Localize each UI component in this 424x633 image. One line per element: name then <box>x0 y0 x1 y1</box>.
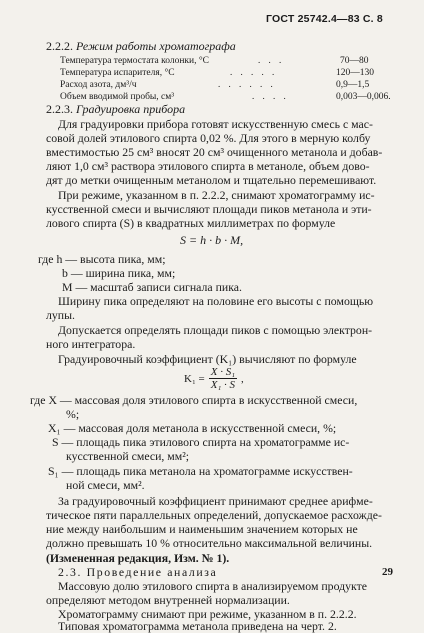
formula-k1-denominator: X₁ · S <box>210 379 236 391</box>
definition-line: S₁ — площадь пика метанола на хроматограмме искусствен- <box>48 464 353 478</box>
text-line: определяют методом внутренней нормализации. <box>46 593 290 607</box>
text-line: Типовая хроматограмма метанола приведена на черт. 2. <box>58 619 337 633</box>
mode-row-value: 120—130 <box>336 68 374 78</box>
formula-area: S = h · b · M, <box>180 233 244 247</box>
text-line: должно превышать 10 % относительно максимальной величины. <box>46 536 373 550</box>
mode-row-label: Температура испарителя, °С <box>60 68 175 78</box>
leader-dots: . . . . . . <box>218 79 276 89</box>
text-line: тическое пяти параллельных определений, допускаемое расхожде- <box>46 508 382 522</box>
text-line: Градуировочный коэффициент (K₁) вычисляют по формуле <box>58 352 357 366</box>
definition-line: где h — высота пика, мм; <box>38 252 166 266</box>
definition-line: b — ширина пика, мм; <box>62 266 176 280</box>
definition-line: X₁ — массовая доля метанола в искусственной смеси, %; <box>48 421 337 435</box>
text-line: ляют 1,0 см³ раствора этилового спирта в метаноле, объем дово- <box>46 159 370 173</box>
definition-line: %; <box>66 407 80 421</box>
formula-k1-lhs: K₁ = <box>184 372 205 385</box>
mode-row-label: Температура термостата колонки, °С <box>60 56 210 66</box>
section-23-heading: 2.3. Проведение анализа <box>58 565 218 579</box>
leader-dots: . . . . <box>252 91 289 101</box>
formula-k1-tail: , <box>241 372 244 385</box>
definition-line: где X — массовая доля этилового спирта в искусственной смеси, <box>30 393 358 407</box>
section-223-heading <box>46 102 185 117</box>
definition-line: S — площадь пика этилового спирта на хроматограмме ис- <box>52 435 350 449</box>
page-header: ГОСТ 25742.4—83 С. 8 <box>266 13 383 25</box>
mode-row-value: 70—80 <box>340 56 369 66</box>
text-line: За градуировочный коэффициент принимают среднее арифме- <box>58 494 373 508</box>
mode-row-value: 0,9—1,5 <box>336 80 370 90</box>
text-line: ние между наибольшим и наименьшим значением которых не <box>46 522 358 536</box>
definition-line: ной смеси, мм². <box>66 478 145 492</box>
text-line: вместимостью 25 см³ вносят 20 см³ очищенного метанола и добав- <box>46 145 383 159</box>
formula-k1 <box>184 366 244 391</box>
formula-k1-numerator: X · S₁ <box>210 366 236 378</box>
leader-dots: . . . <box>258 55 285 65</box>
text-line: Хроматограмму снимают при режиме, указанном в п. 2.2.2. <box>58 607 357 621</box>
text-line: лупы. <box>46 308 75 322</box>
amendment-note: (Измененная редакция, Изм. № 1). <box>46 551 230 565</box>
leader-dots: . . . . . <box>230 67 278 77</box>
definition-line: кусственной смеси, мм²; <box>66 449 190 463</box>
definition-line: M — масштаб записи сигнала пика. <box>62 280 242 294</box>
mode-row-label: Расход азота, дм³/ч <box>60 80 137 90</box>
mode-row-label: Объем вводимой пробы, см³ <box>60 92 175 102</box>
section-222-heading <box>46 39 236 54</box>
text-line: Допускается определять площади пиков с помощью электрон- <box>58 323 373 337</box>
mode-row-value: 0,003—0,006. <box>336 92 391 102</box>
text-line: Ширину пика определяют на половине его высоты с помощью <box>58 294 374 308</box>
page-number: 29 <box>382 566 393 578</box>
text-line: дят до метки очищенным метанолом и тщательно перемешивают. <box>46 173 377 187</box>
text-line: ного интегратора. <box>46 337 136 351</box>
text-line: Массовую долю этилового спирта в анализируемом продукте <box>58 579 367 593</box>
section-223-title: Градуировка прибора <box>76 102 186 116</box>
text-line: Для градуировки прибора готовят искусственную смесь с мас- <box>58 117 373 131</box>
section-223-number: 2.2.3. <box>46 102 73 116</box>
text-line: При режиме, указанном в п. 2.2.2, снимают хроматограмму ис- <box>58 188 375 202</box>
formula-k1-fraction <box>209 366 237 391</box>
text-line: совой долей этилового спирта 0,02 %. Для этого в мерную колбу <box>46 131 371 145</box>
section-222-title: Режим работы хроматографа <box>76 39 236 53</box>
text-line: кусственной смеси и вычисляют площади пиков метанола и эти- <box>46 202 372 216</box>
text-line: лового спирта (S) в квадратных миллиметрах по формуле <box>46 216 336 230</box>
section-222-number: 2.2.2. <box>46 39 73 53</box>
